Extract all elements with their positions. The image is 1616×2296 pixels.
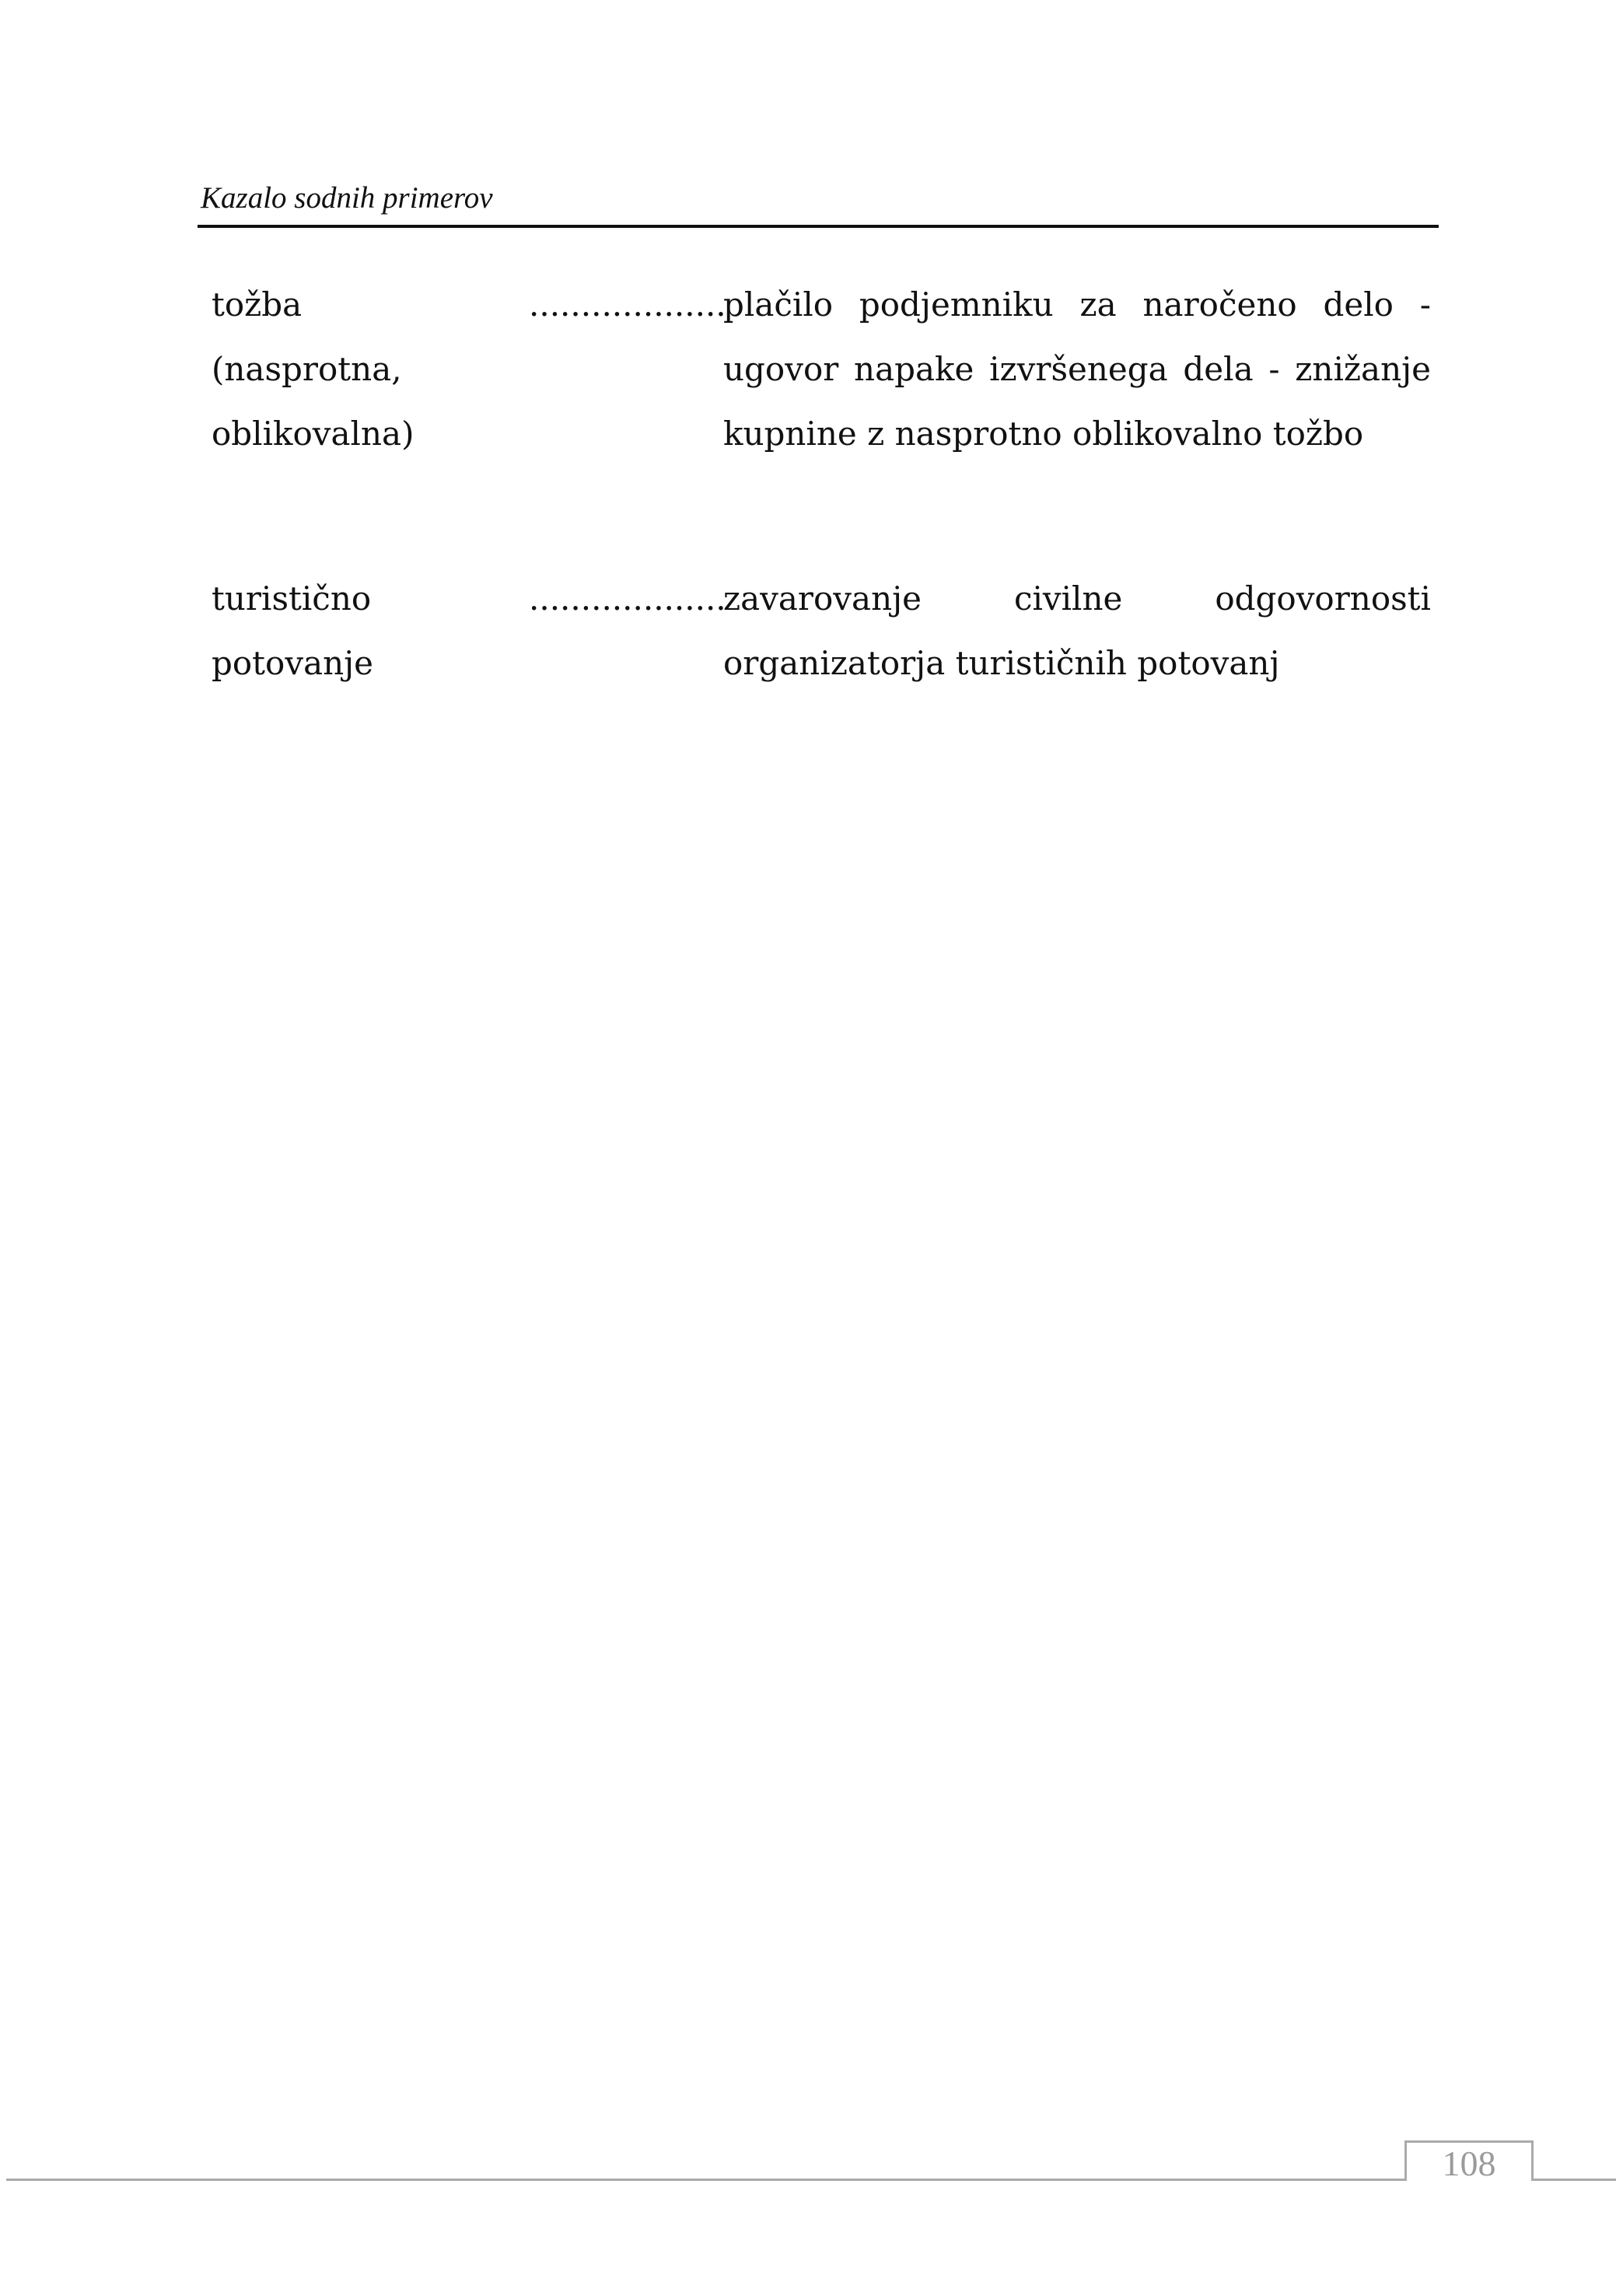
index-description-line: plačilo podjemniku za naročeno delo - <box>723 285 1431 324</box>
dot-leader: ................... <box>529 285 726 324</box>
page-number-tab <box>1404 2140 1534 2181</box>
index-term <box>212 566 507 695</box>
index-term-line: (nasprotna, <box>212 350 402 388</box>
page-number: 108 <box>1442 2144 1496 2183</box>
index-description-line: zavarovanje civilne odgovornosti <box>723 579 1431 618</box>
index-term-line: potovanje <box>212 644 374 682</box>
dot-leader: ................... <box>529 579 726 618</box>
index-term-line: turistično <box>212 579 372 618</box>
index-term <box>212 272 507 466</box>
index-description-line: organizatorja turističnih potovanj <box>723 644 1280 682</box>
index-description <box>723 272 1431 466</box>
index-description <box>723 566 1431 695</box>
header-rule <box>198 225 1439 228</box>
running-header: Kazalo sodnih primerov <box>201 181 493 215</box>
index-term-line: oblikovalna) <box>212 415 414 453</box>
footer-rule <box>6 2179 1406 2181</box>
index-description-line: kupnine z nasprotno oblikovalno tožbo <box>723 415 1364 453</box>
index-description-line: ugovor napake izvršenega dela - znižanje <box>723 350 1431 388</box>
footer-rule <box>1534 2179 1616 2181</box>
index-term-line: tožba <box>212 285 303 324</box>
